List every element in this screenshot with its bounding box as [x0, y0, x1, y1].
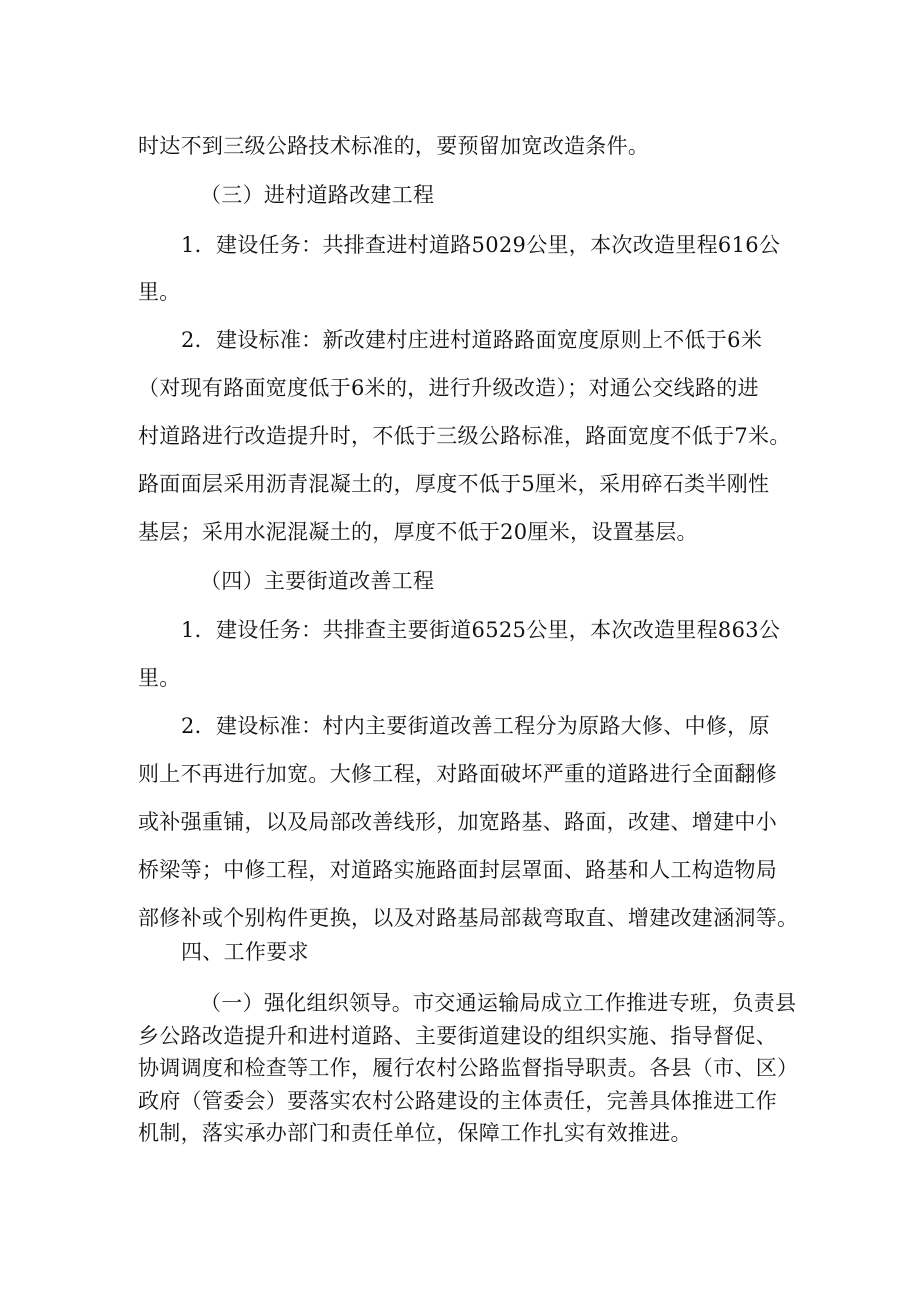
- text-line: （一）强化组织领导。市交通运输局成立工作推进专班，负责县: [200, 991, 797, 1015]
- text-line: 里。: [138, 280, 181, 304]
- section-heading: （四）主要街道改善工程: [200, 569, 435, 593]
- text-line: 里。: [138, 666, 181, 690]
- text-line: 协调调度和检查等工作，履行农村公路监督指导职责。各县（市、区）: [138, 1056, 799, 1080]
- text-line: 政府（管委会）要落实农村公路建设的主体责任，完善具体推进工作: [138, 1089, 777, 1113]
- text-line: 2．建设标准：村内主要街道改善工程分为原路大修、中修，原: [181, 714, 770, 738]
- text-line: 部修补或个别构件更换，以及对路基局部裁弯取直、增建改建涵洞等。: [138, 906, 799, 930]
- section-heading: 四、工作要求: [181, 940, 309, 964]
- text-line: 时达不到三级公路技术标准的，要预留加宽改造条件。: [138, 134, 650, 158]
- text-line: （对现有路面宽度低于6米的，进行升级改造）；对通公交线路的进: [138, 376, 759, 400]
- text-line: 则上不再进行加宽。大修工程，对路面破坏严重的道路进行全面翻修: [138, 762, 777, 786]
- text-line: 基层；采用水泥混凝土的，厚度不低于20厘米，设置基层。: [138, 520, 698, 544]
- text-line: 机制，落实承办部门和责任单位，保障工作扎实有效推进。: [138, 1121, 692, 1145]
- text-line: 1．建设任务：共排查主要街道6525公里，本次改造里程863公: [181, 618, 781, 642]
- text-line: 村道路进行改造提升时，不低于三级公路标准，路面宽度不低于7米。: [138, 424, 791, 448]
- section-heading: （三）进村道路改建工程: [200, 183, 435, 207]
- text-line: 桥梁等；中修工程，对道路实施路面封层罩面、路基和人工构造物局: [138, 858, 777, 882]
- text-line: 2．建设标准：新改建村庄进村道路路面宽度原则上不低于6米: [181, 328, 763, 352]
- text-line: 路面面层采用沥青混凝土的，厚度不低于5厘米，采用碎石类半刚性: [138, 472, 770, 496]
- text-line: 或补强重铺，以及局部改善线形，加宽路基、路面，改建、增建中小: [138, 810, 777, 834]
- text-line: 乡公路改造提升和进村道路、主要街道建设的组织实施、指导督促、: [138, 1024, 777, 1048]
- text-line: 1．建设任务：共排查进村道路5029公里，本次改造里程616公: [181, 233, 781, 257]
